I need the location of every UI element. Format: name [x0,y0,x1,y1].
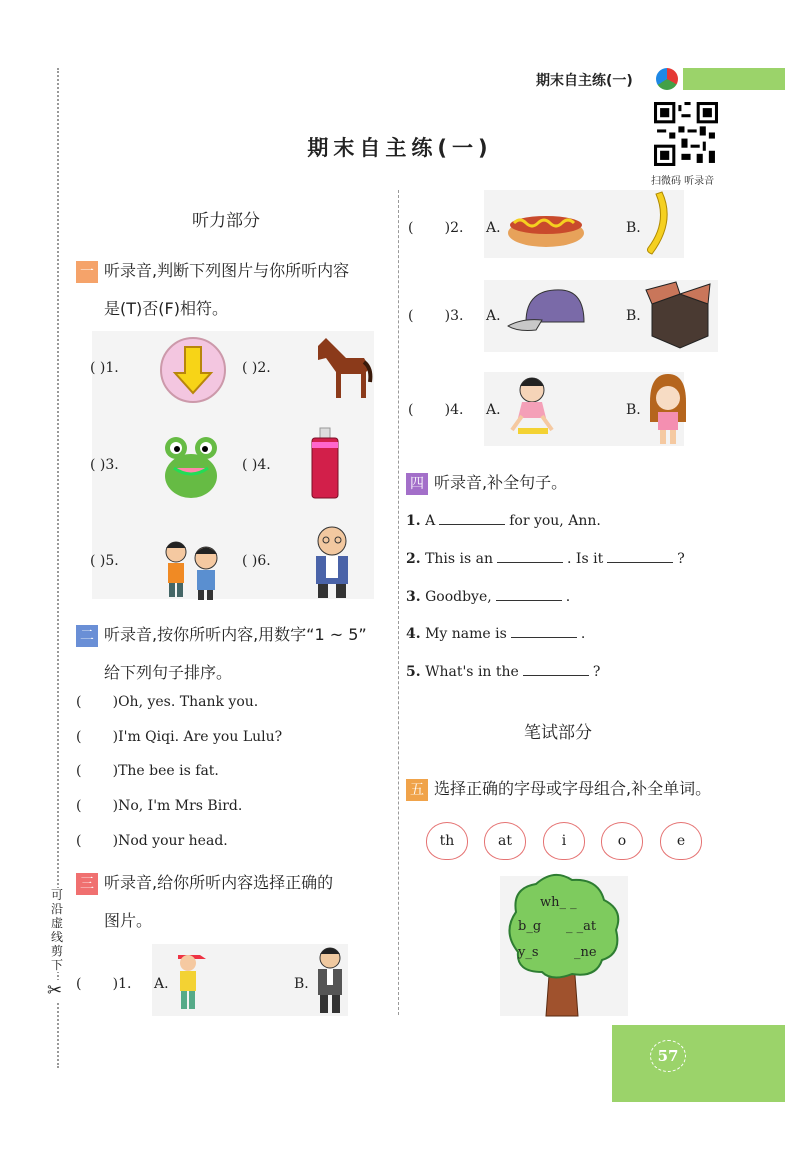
cut-note: 可沿虚线剪下 [48,888,66,972]
kids-icon [156,536,228,602]
s1-item-3[interactable]: ( )3. [90,457,119,473]
writing-heading: 笔试部分 [524,723,592,743]
s1-item-6[interactable]: ( )6. [242,553,271,569]
s3-item-3-b[interactable]: B. [626,308,641,324]
section-4-text: 听录音,补全句子。 [434,473,568,492]
cap-icon [506,286,586,336]
tree-word-5[interactable]: _ne [574,945,597,960]
column-divider [398,190,399,1015]
s4-line-5: 5. What's in the ? [406,664,601,680]
s3-item-3-a[interactable]: A. [486,308,501,324]
horse-icon [306,332,376,404]
section-2-badge: 二 [76,625,98,647]
girl-jump-icon [508,372,560,444]
section-5-text: 选择正确的字母或字母组合,补全单词。 [434,779,712,798]
section-4-badge: 四 [406,473,428,495]
scissors-icon: ✂ [47,980,63,1001]
s3-item-4-a[interactable]: A. [486,402,501,418]
section-1-text: 听录音,判断下列图片与你所听内容 [104,261,350,280]
tube-icon [306,426,346,502]
section-5-badge: 五 [406,779,428,801]
s3-item-1-b[interactable]: B. [294,976,309,992]
banana-icon [644,190,674,258]
box-icon [644,278,718,352]
girl-sad-icon [646,372,690,446]
page-number: 57 [650,1040,686,1072]
s1-item-1[interactable]: ( )1. [90,360,119,376]
header-bar [683,68,785,90]
s4-line-4: 4. My name is . [406,626,586,642]
option-apple-2[interactable]: at [484,822,526,860]
s3-item-4-b[interactable]: B. [626,402,641,418]
tree-word-3[interactable]: _ _at [566,919,597,934]
s1-item-5[interactable]: ( )5. [90,553,119,569]
tree-word-1[interactable]: wh_ _ [540,895,577,910]
s2-line-5[interactable]: ( )Nod your head. [76,833,228,849]
s3-item-2[interactable]: ( )2. [408,220,464,236]
man-suit-icon [312,944,348,1016]
s4-line-2: 2. This is an . Is it ? [406,551,685,567]
option-apple-5[interactable]: e [660,822,702,860]
old-man-icon [306,523,358,599]
arrow-down-icon [158,335,228,405]
s1-item-4[interactable]: ( )4. [242,457,271,473]
s2-line-4[interactable]: ( )No, I'm Mrs Bird. [76,798,243,814]
color-ball-icon [656,68,678,90]
option-apple-1[interactable]: th [426,822,468,860]
s4-blank-2b[interactable] [607,550,673,563]
section-1-text-2: 是(T)否(F)相符。 [104,299,228,318]
section-4-instruction [406,470,567,495]
s3-item-3[interactable]: ( )3. [408,308,464,324]
s3-item-4[interactable]: ( )4. [408,402,464,418]
section-2-text-2: 给下列句子排序。 [104,663,233,682]
s4-blank-4[interactable] [511,625,577,638]
boy-cap-icon [172,945,208,1015]
section-3-badge: 三 [76,873,98,895]
s4-line-1: 1. A for you, Ann. [406,513,601,529]
section-1-badge: 一 [76,261,98,283]
s3-item-2-a[interactable]: A. [486,220,501,236]
section-1-instruction [76,258,349,283]
hotdog-icon [506,205,586,249]
listening-heading: 听力部分 [192,211,260,231]
s4-blank-3[interactable] [496,588,562,601]
section-3-text: 听录音,给你所听内容选择正确的 [104,873,334,892]
s3-item-1-a[interactable]: A. [154,976,169,992]
s4-line-3: 3. Goodbye, . [406,589,571,605]
s1-item-2[interactable]: ( )2. [242,360,271,376]
tree-word-2[interactable]: b_g [518,919,542,934]
page-title: 期末自主练(一) [307,136,493,160]
s2-line-2[interactable]: ( )I'm Qiqi. Are you Lulu? [76,729,283,745]
s4-blank-1[interactable] [439,512,505,525]
section-3-text-2: 图片。 [104,911,153,930]
qr-caption: 扫微码 听录音 [651,176,715,187]
option-apple-3[interactable]: i [543,822,585,860]
s3-item-1[interactable]: ( )1. [76,976,132,992]
s3-item-2-b[interactable]: B. [626,220,641,236]
footer-bar [612,1025,785,1102]
header-label: 期末自主练(一) [536,73,633,89]
section-5-instruction [406,776,711,801]
s2-line-3[interactable]: ( )The bee is fat. [76,763,219,779]
frog-icon [158,432,224,502]
s4-blank-2a[interactable] [497,550,563,563]
tree-word-4[interactable]: y_s [518,945,539,960]
section-2-text: 听录音,按你所听内容,用数字“1 ~ 5” [104,625,367,644]
option-apple-4[interactable]: o [601,822,643,860]
section-3-instruction [76,870,333,895]
s4-blank-5[interactable] [523,663,589,676]
s2-line-1[interactable]: ( )Oh, yes. Thank you. [76,694,259,710]
section-2-instruction [76,622,367,647]
